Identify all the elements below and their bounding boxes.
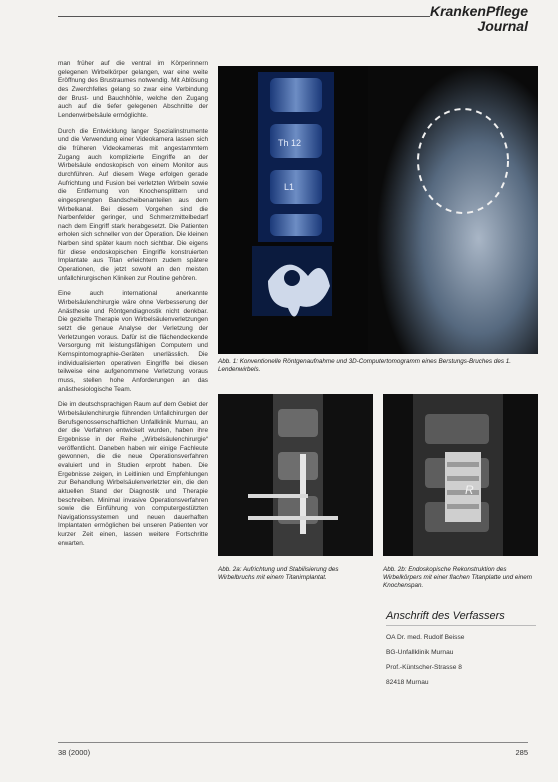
vertebra-label-l1: L1 [284, 182, 295, 192]
page-number: 285 [515, 748, 528, 757]
address-line-1: OA Dr. med. Rudolf Beisse [386, 634, 465, 641]
figure-2a-image [218, 394, 373, 556]
paragraph-4: Die im deutschsprachigen Raum auf dem Gebiet der Wirbelsäulenchirurgie führenden Unfallchirurgen der Berufsgenossenschaftlichen Unfallklinik Murnau, an der die Verfahren entwickelt wurden, haben ihre Ergebnisse in der Reihe „Wirbelsäulenchirurgie“ veröffentlicht. Daneben haben wir einige Fachleute gewonnen, die die neue Operationsverfahren evaluiert und in Studien erprobt haben. Die Ergebnisse zeigen, in Leitlinien und Empfehlungen zur Behandlung Wirbelsäulenverletzter ein, die den aktuellen Stand der Diagnostik und Therapie beschreiben. Minimal invasive Operationsverfahren sowie die Einführung von computergestützten Navigationssystemen und neuen dauerhaften Implantaten ermöglichen bei unseren Patienten vor kurzer Zeit einen, lassen weitere Fortschritte erwarten. [58, 401, 208, 547]
figure-2a-caption: Abb. 2a: Aufrichtung und Stabilisierung des Wirbelbruchs mit einem Titanimplantat. [218, 566, 339, 581]
address-line-4: 82418 Murnau [386, 679, 429, 686]
figure-1-caption: Abb. 1: Konventionelle Röntgenaufnahme und 3D-Computertomogramm eines Berstungs-Bruches des 1. Lendenwirbels. [218, 358, 511, 373]
address-line-3: Prof.-Küntscher-Strasse 8 [386, 664, 462, 671]
figure-2b-caption: Abb. 2b: Endoskopische Rekonstruktion des Wirbelkörpers mit einer flachen Titanplatte und einem Knochenspan. [383, 566, 532, 589]
figure-2a-xray [218, 394, 373, 556]
journal-title-line1: KrankenPflege [429, 3, 528, 19]
paragraph-2: Durch die Entwicklung langer Spezialinstrumente und die Verwendung einer Videokamera lassen sich die früheren Videokameras mit angestammtem Zugang auch komplizierte Eingriffe an der Wirbelsäule endoskopisch von einem Monitor aus durchführen. Auf diesem Wege erfolgen gerade Aufrichtung und Fusion bei verletzten Wirbeln sowie die Entfernung von Knochensplittern und eingesprengten Bandscheibenanteilen aus dem Wirbelkanal. Bei diesem Vorgehen sind die Narbenfelder geringer, und Schmerzmittelbedarf nach dem Eingriff stark herabgesetzt. Die Patienten erholen sich schneller von der Operation. Die kleinen Narben sind später kaum noch sichtbar. Die eigens für diese endoskopischen Eingriffe konstruierten Implantate aus Titan erleichtern zudem spätere Operationen, die jetzt sowohl an den meisten unfallchirurgischen Kliniken zur Routine gehören. [58, 127, 208, 282]
header-rule [58, 16, 430, 17]
figure-1-image [218, 66, 538, 354]
vertebra-label-th12: Th 12 [278, 138, 302, 148]
body-text-column [58, 60, 208, 555]
author-address [386, 610, 536, 694]
paragraph-3: Eine auch international anerkannte Wirbelsäulenchirurgie wäre ohne Verbesserung der Anästhesie und Röntgendiagnostik nicht denkbar. Die gezielte Therapie von Wirbelsäulenverletzungen setzt die genaue Analyse der Verletzung der Verletzungen voraus. Dafür ist die flächendeckende Versorgung mit leistungsfähigen Computern und Kernspintomographie-Geräten unerlässlich. Die individualisierten operativen Eingriffe bei diesen teilweise eine aufgenommene Verletzung voraus muss, stellen hohe Anforderungen an das anästhesiologische Team. [58, 290, 208, 393]
address-heading: Anschrift des Verfassers [386, 610, 536, 626]
figure-1-xray [218, 66, 538, 354]
journal-title [430, 4, 528, 34]
figure-2b-xray [383, 394, 538, 556]
footer-rule [58, 742, 528, 743]
address-line-2: BG-Unfallklinik Murnau [386, 649, 454, 656]
journal-title-line2: Journal [477, 18, 528, 34]
issue-number: 38 (2000) [58, 748, 91, 757]
paragraph-1: man früher auf die ventral im Körperinnern gelegenen Wirbelkörper gelangen, war eine weite Eröffnung des Brustraumes notwendig. Mit Ablösung des Zwerchfelles gelang so zwar eine Verbindung der Brust- und Bauchhöhle, welche den Zugang auch auf die tiefer gelegenen Abschnitte der Lendenwirbelsäule ermöglichte. [58, 60, 208, 119]
side-marker-r: R [465, 483, 474, 497]
figure-2b-image [383, 394, 538, 556]
